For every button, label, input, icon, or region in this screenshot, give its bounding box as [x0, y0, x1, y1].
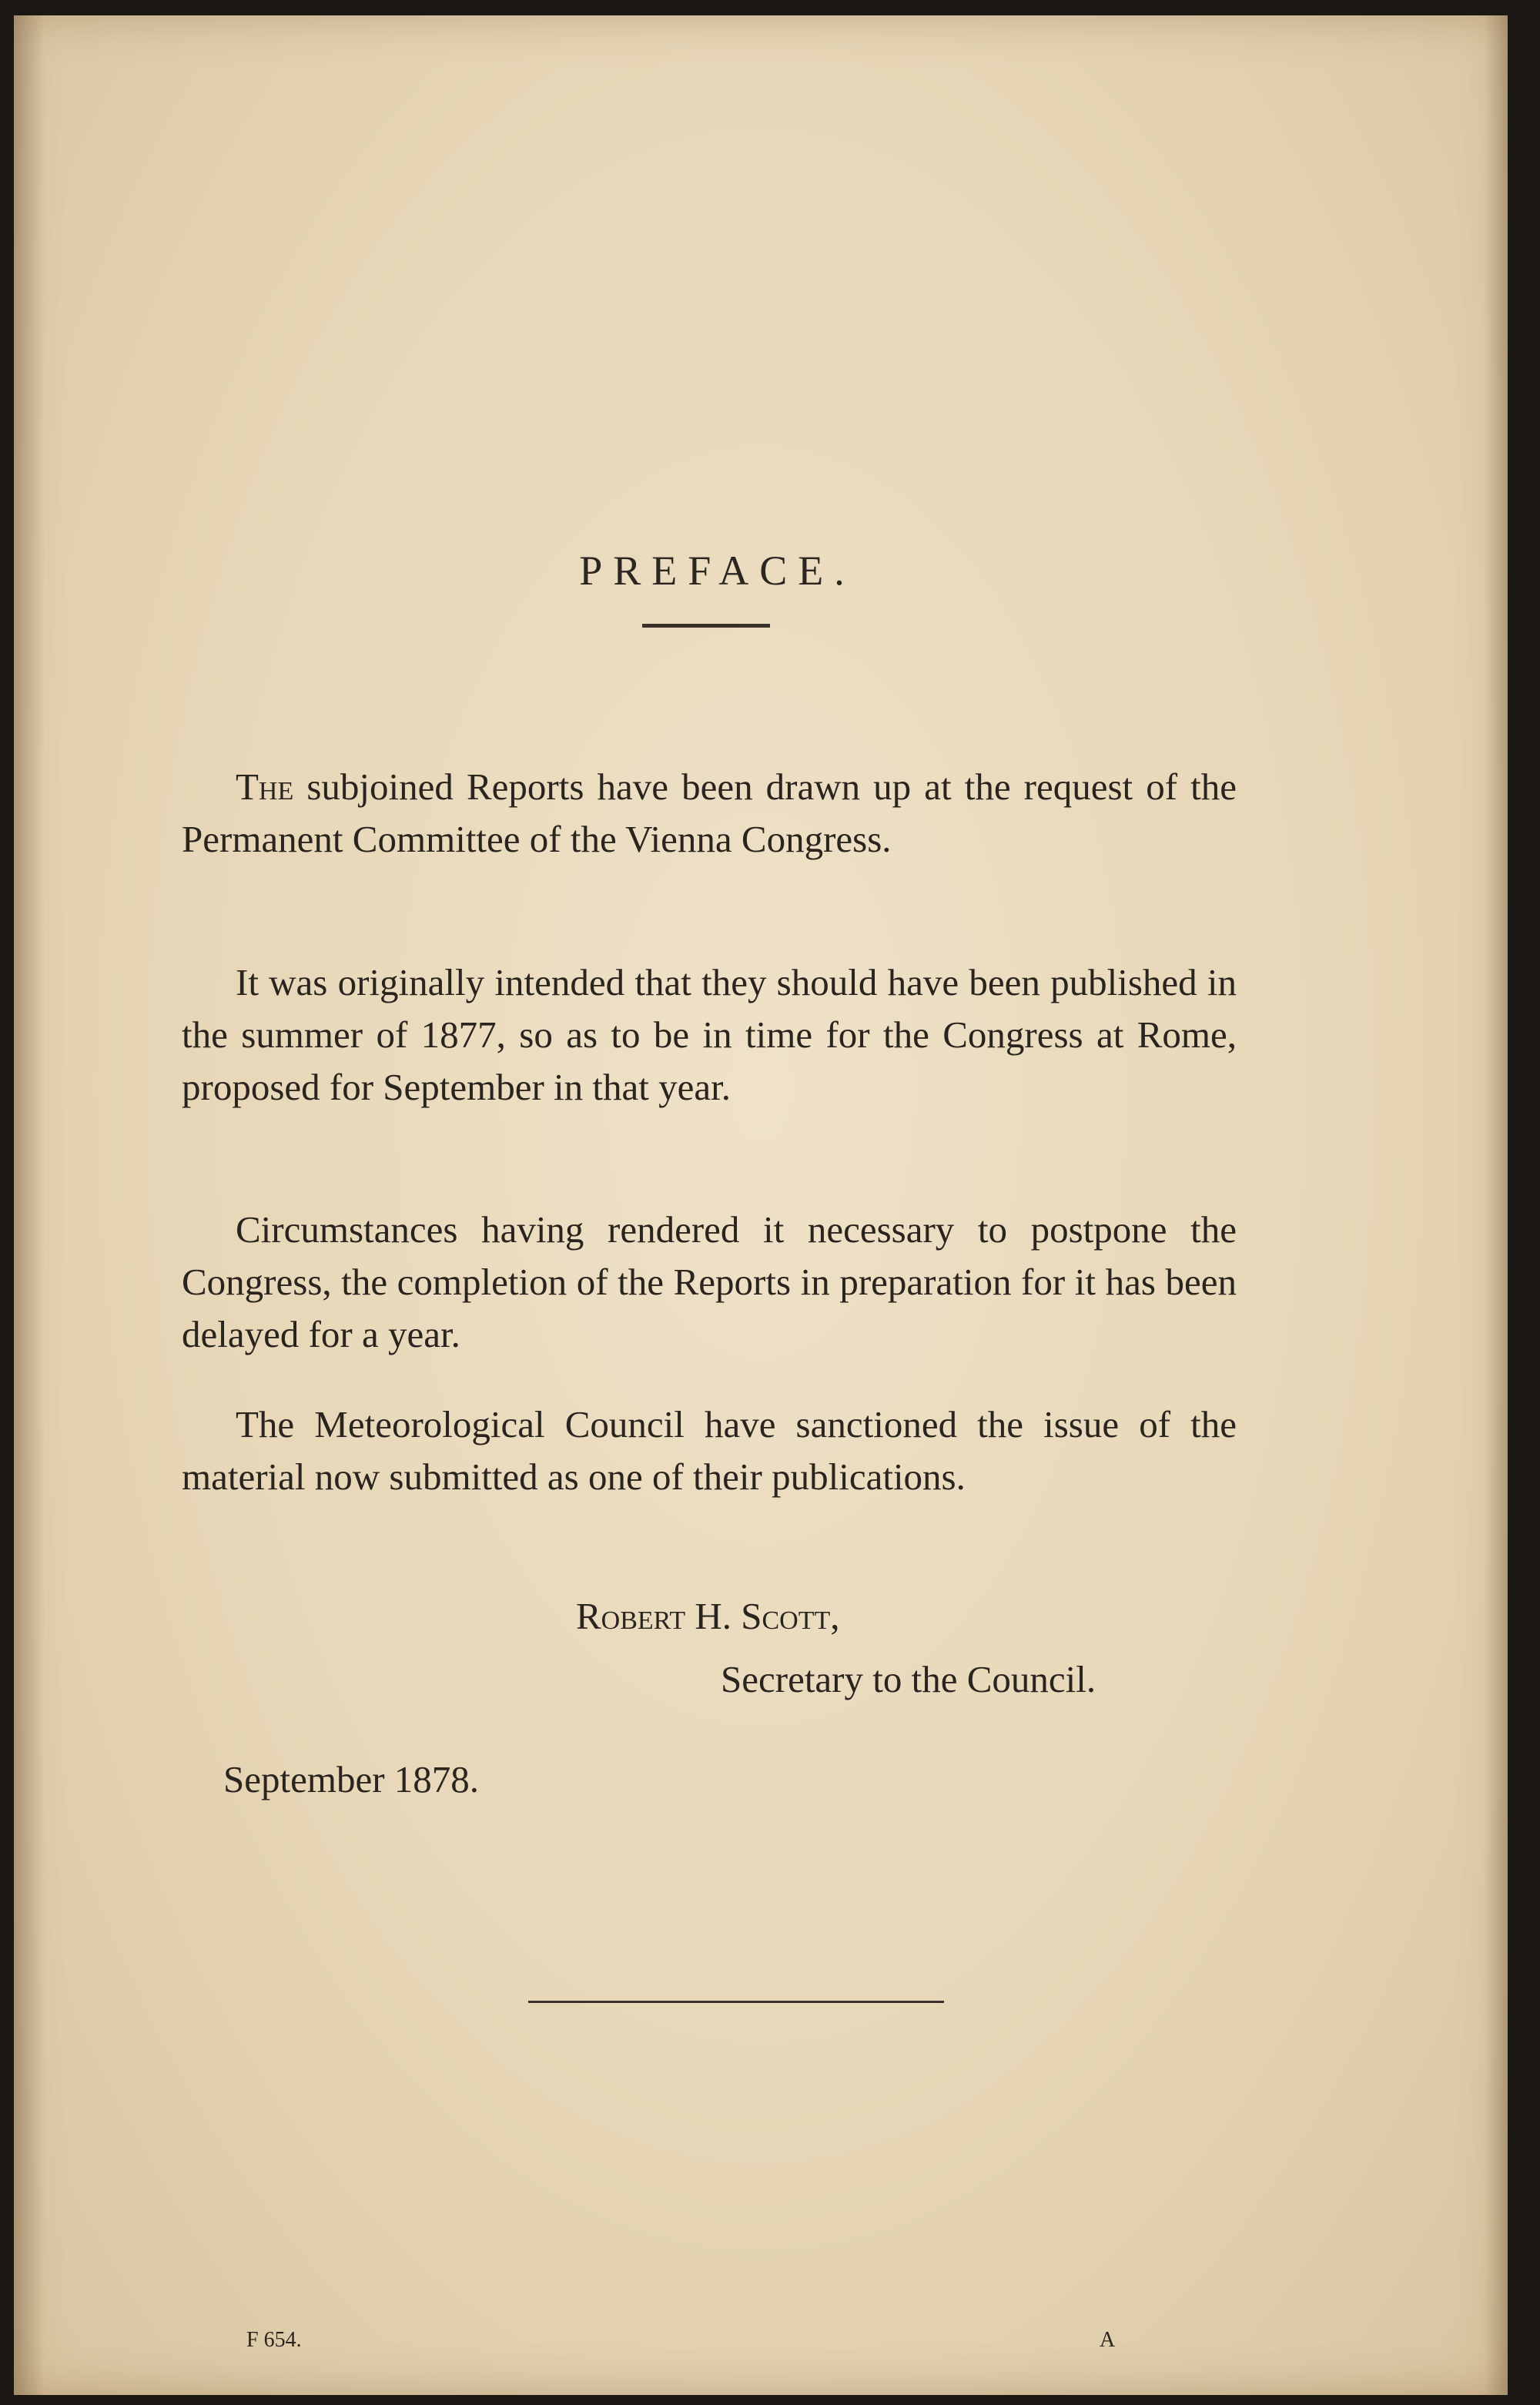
book-page	[14, 15, 1508, 2395]
paragraph-2: It was originally intended that they should have been published in the summer of 1877, so as to be in time for the Congress at Rome, proposed for September in that year.	[182, 961, 1237, 1108]
printer-signature-mark: F 654.	[246, 2328, 302, 2352]
signature-name: Robert H. Scott,	[576, 1595, 840, 1637]
paragraph-1-lead: The	[236, 765, 294, 808]
paragraph-1	[182, 761, 1237, 866]
closing-rule	[528, 2001, 944, 2003]
paragraph-1-text: subjoined Reports have been drawn up at the request of the Permanent Committee of the Vienna Congress.	[182, 765, 1237, 860]
page-gutter-shadow	[14, 15, 45, 2395]
title-rule	[642, 624, 770, 628]
signature-title: Secretary to the Council.	[721, 1658, 1096, 1700]
preface-date: September 1878.	[223, 1758, 480, 1800]
paragraph-3: Circumstances having rendered it necessary to postpone the Congress, the completion of the Reports in preparation for it has been delayed for a year.	[182, 1208, 1237, 1355]
page-title: PREFACE.	[579, 548, 855, 594]
paragraph-4: The Meteorological Council have sanctioned the issue of the material now submitted as one of their publications.	[182, 1403, 1237, 1498]
page-edge-shadow	[1485, 15, 1508, 2395]
sheet-letter: A	[1100, 2328, 1116, 2352]
